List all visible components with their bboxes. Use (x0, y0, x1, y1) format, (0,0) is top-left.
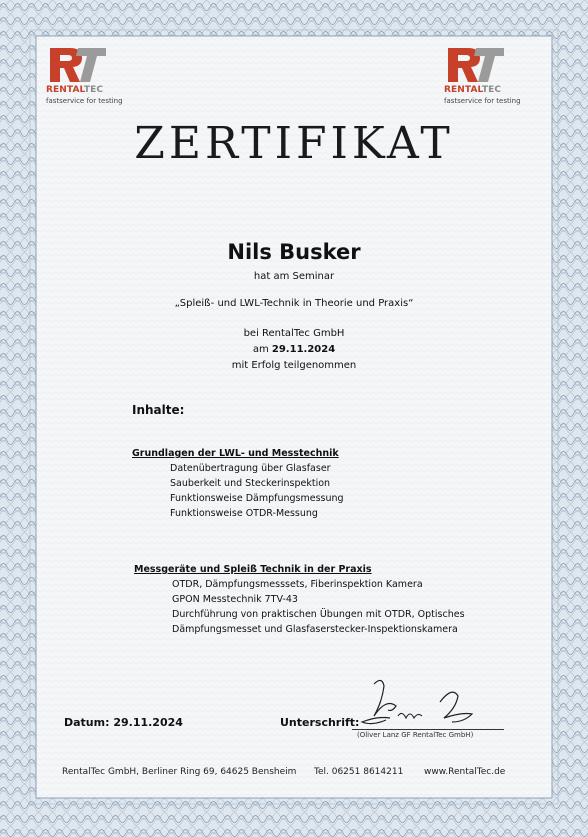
signature-caption: (Oliver Lanz GF RentalTec GmbH) (357, 731, 474, 739)
footer-phone: Tel. 06251 8614211 (314, 767, 404, 777)
section-grundlagen (132, 448, 344, 521)
handwritten-signature (352, 672, 502, 734)
text-erfolg: mit Erfolg teilgenommen (231, 360, 357, 371)
brand-tec: TEC (83, 85, 104, 95)
list-item: Funktionsweise Dämpfungsmessung (170, 493, 344, 504)
participant-name: Nils Busker (227, 240, 361, 264)
logo-tagline: fastservice for testing (444, 97, 521, 105)
am-prefix: am (252, 344, 269, 355)
footer-website: www.RentalTec.de (424, 767, 506, 777)
footer-address: RentalTec GmbH, Berliner Ring 69, 64625 Bensheim (62, 767, 297, 777)
text-bei-company: bei RentalTec GmbH (243, 328, 345, 339)
seminar-date: 29.11.2024 (271, 344, 336, 355)
rentaltec-logo-left (46, 46, 123, 110)
list-item: OTDR, Dämpfungsmesssets, Fiberinspektion Kamera (172, 579, 423, 590)
unterschrift-label: Unterschrift: (280, 716, 360, 729)
logo-tagline: fastservice for testing (46, 97, 123, 105)
datum-label: Datum: 29.11.2024 (64, 716, 183, 729)
section-heading: Messgeräte und Spleiß Technik in der Praxis (134, 564, 372, 575)
list-item: Durchführung von praktischen Übungen mit OTDR, Optisches (172, 609, 465, 620)
section-heading: Grundlagen der LWL- und Messtechnik (132, 448, 339, 459)
inhalte-label: Inhalte: (132, 403, 185, 417)
list-item: Dämpfungsmesset und Glasfaserstecker-Inspektionskamera (172, 624, 458, 635)
list-item: Datenübertragung über Glasfaser (170, 463, 331, 474)
rt-logo-icon (446, 46, 506, 84)
brand-tec: TEC (481, 85, 502, 95)
text-am-date (0, 344, 588, 355)
seminar-title: „Spleiß- und LWL-Technik in Theorie und Praxis“ (174, 298, 414, 309)
list-item: Funktionsweise OTDR-Messung (170, 508, 318, 519)
list-item: GPON Messtechnik 7TV-43 (172, 594, 298, 605)
section-messgeraete (132, 564, 465, 637)
list-item: Sauberkeit und Steckerinspektion (170, 478, 331, 489)
certificate-title: ZERTIFIKAT (134, 118, 454, 169)
text-hat-am-seminar: hat am Seminar (253, 271, 335, 282)
signature-line (352, 729, 504, 730)
rt-logo-icon (48, 46, 108, 84)
rentaltec-logo-right (444, 46, 521, 110)
brand-rental: RENTAL (46, 85, 84, 95)
brand-rental: RENTAL (444, 85, 482, 95)
